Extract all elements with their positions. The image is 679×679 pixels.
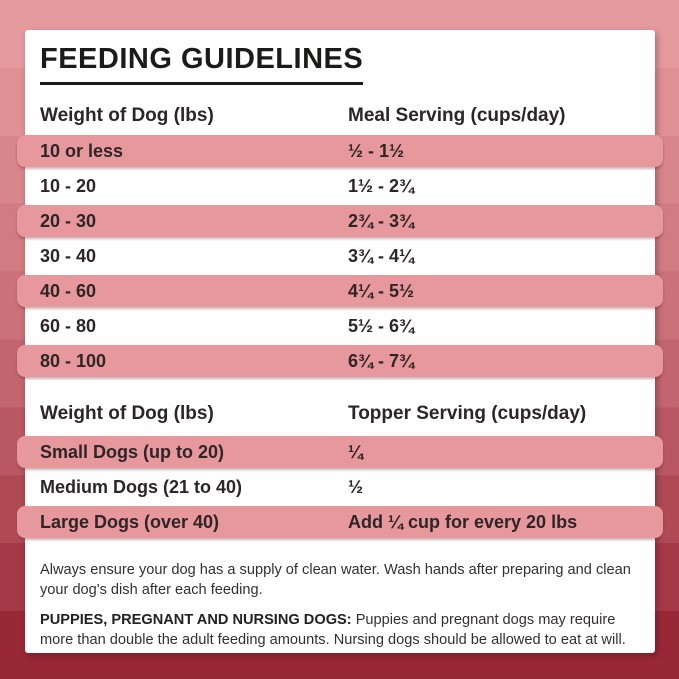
topper-table-rows xyxy=(40,436,640,538)
serving-cell: 3¾ - 4¼ xyxy=(348,245,415,266)
serving-cell: 4¼ - 5½ xyxy=(348,280,415,301)
table-row xyxy=(40,471,640,503)
title-underline xyxy=(40,43,363,85)
table-row xyxy=(40,240,640,272)
feeding-guidelines-card xyxy=(25,30,655,653)
weight-cell: 20 - 30 xyxy=(40,210,97,231)
weight-column-header: Weight of Dog (lbs) xyxy=(40,403,214,424)
meal-table-header-row xyxy=(40,103,640,129)
weight-column-header: Weight of Dog (lbs) xyxy=(40,105,214,126)
table-row xyxy=(40,310,640,342)
topper-serving-column-header: Topper Serving (cups/day) xyxy=(348,403,587,424)
serving-cell: 5½ - 6¾ xyxy=(348,315,415,336)
meal-serving-table xyxy=(40,103,640,377)
serving-cell: ½ xyxy=(348,476,364,497)
puppies-note xyxy=(40,610,640,650)
table-row xyxy=(17,275,663,307)
weight-cell: 40 - 60 xyxy=(40,280,97,301)
meal-table-rows xyxy=(40,135,640,377)
table-row xyxy=(17,135,663,167)
puppies-note-label: PUPPIES, PREGNANT AND NURSING DOGS: xyxy=(40,612,352,628)
weight-cell: 10 or less xyxy=(40,140,124,161)
table-row xyxy=(17,345,663,377)
weight-cell: Medium Dogs (21 to 40) xyxy=(40,476,243,497)
table-row xyxy=(17,436,663,468)
topper-table-header-row xyxy=(40,401,640,427)
table-row xyxy=(17,506,663,538)
table-row xyxy=(17,205,663,237)
page-title: FEEDING GUIDELINES xyxy=(40,43,364,75)
serving-cell: Add ¼ cup for every 20 lbs xyxy=(348,511,578,532)
clean-water-note: Always ensure your dog has a supply of clean water. Wash hands after preparing and clean your dog's dish after each feeding. xyxy=(40,562,631,598)
serving-cell: 6¾ - 7¾ xyxy=(348,350,415,371)
weight-cell: 60 - 80 xyxy=(40,315,97,336)
weight-cell: Small Dogs (up to 20) xyxy=(40,441,225,462)
puppies-note-text: Puppies and pregnant dogs may require more than double the adult feeding amounts. Nursing dogs should be allowed to eat at will. xyxy=(40,612,626,648)
table-row xyxy=(40,170,640,202)
weight-cell: 30 - 40 xyxy=(40,245,97,266)
weight-cell: 10 - 20 xyxy=(40,175,97,196)
weight-cell: 80 - 100 xyxy=(40,350,107,371)
footnotes xyxy=(40,560,640,650)
meal-serving-column-header: Meal Serving (cups/day) xyxy=(348,105,566,126)
topper-serving-table xyxy=(40,401,640,538)
serving-cell: ½ - 1½ xyxy=(348,140,405,161)
serving-cell: 2¾ - 3¾ xyxy=(348,210,415,231)
weight-cell: Large Dogs (over 40) xyxy=(40,511,220,532)
serving-cell: 1½ - 2¾ xyxy=(348,175,415,196)
serving-cell: ¼ xyxy=(348,441,364,462)
